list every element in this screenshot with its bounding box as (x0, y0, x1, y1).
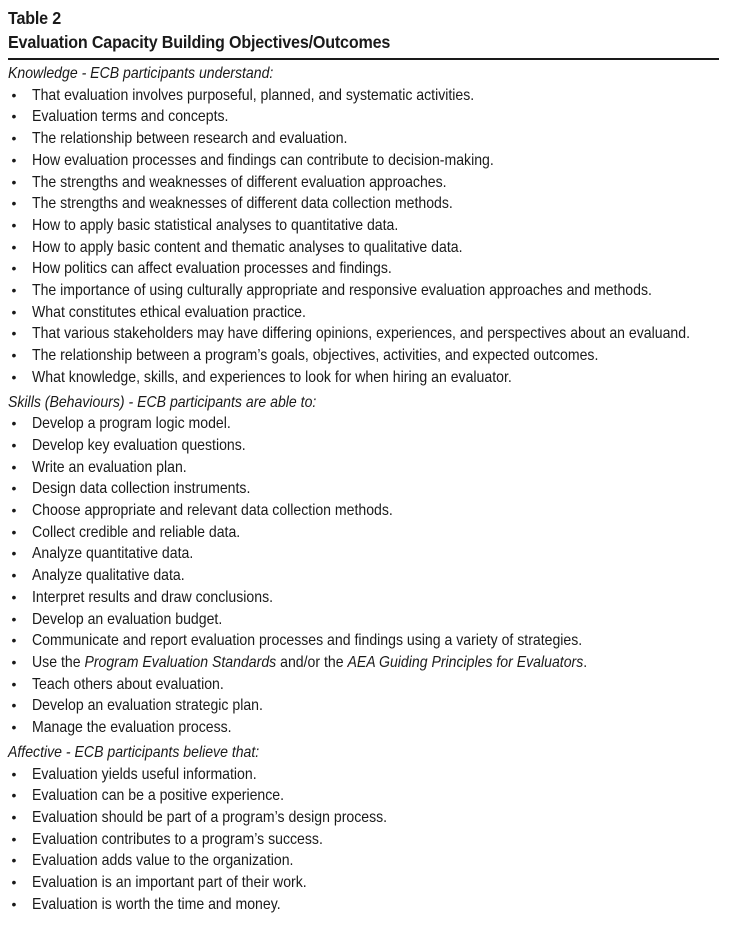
list-item-text: Evaluation adds value to the organization. (32, 852, 294, 870)
section-affective (8, 742, 719, 916)
bullet-list (8, 85, 719, 389)
standards-prefix: Use the (32, 653, 85, 671)
list-item (8, 457, 719, 479)
bullet-icon: • (11, 830, 17, 847)
list-item (8, 850, 719, 872)
aea-guiding-principles-title: AEA Guiding Principles for Evaluators (347, 653, 584, 671)
list-item-text: How to apply basic statistical analyses to quantitative data. (32, 216, 399, 234)
bullet-list (8, 764, 719, 916)
bullet-icon: • (11, 173, 17, 190)
list-item (8, 807, 719, 829)
list-item-text: Communicate and report evaluation processes and findings using a variety of strategies. (32, 632, 583, 650)
bullet-icon: • (11, 719, 17, 736)
bullet-icon: • (11, 502, 17, 519)
bullet-icon: • (11, 697, 17, 714)
list-item-text: Evaluation yields useful information. (32, 765, 257, 783)
list-item-text: What constitutes ethical evaluation practice. (32, 303, 306, 321)
list-item-text: The relationship between research and evaluation. (32, 130, 348, 148)
list-item (8, 478, 719, 500)
bullet-icon: • (11, 195, 17, 212)
bullet-icon: • (11, 282, 17, 299)
section-heading: Knowledge - ECB participants understand: (8, 65, 274, 82)
standards-middle: and/or the (276, 653, 348, 671)
list-item-text: The strengths and weaknesses of different evaluation approaches. (32, 173, 447, 191)
bullet-icon: • (11, 545, 17, 562)
list-item-text: Collect credible and reliable data. (32, 523, 241, 541)
section-heading: Skills (Behaviours) - ECB participants are able to: (8, 393, 317, 411)
bullet-icon: • (11, 895, 17, 912)
list-item-text: Teach others about evaluation. (32, 675, 224, 693)
list-item-text: How evaluation processes and findings can contribute to decision-making. (32, 151, 494, 169)
list-item (8, 717, 719, 739)
list-item (8, 150, 719, 172)
bullet-icon: • (11, 632, 17, 649)
bullet-icon: • (11, 458, 17, 475)
list-item (8, 587, 719, 609)
list-item-text-standards (32, 652, 587, 674)
list-item (8, 128, 719, 150)
list-item (8, 85, 719, 107)
bullet-icon: • (11, 765, 17, 782)
bullet-icon: • (11, 86, 17, 103)
list-item (8, 413, 719, 435)
table-title: Evaluation Capacity Building Objectives/Outcomes (8, 32, 391, 52)
list-item-text: The strengths and weaknesses of different data collection methods. (32, 195, 453, 213)
bullet-icon: • (11, 238, 17, 255)
list-item (8, 785, 719, 807)
list-item-text: Design data collection instruments. (32, 480, 251, 498)
table-label: Table 2 (8, 8, 62, 28)
list-item-text: Choose appropriate and relevant data collection methods. (32, 502, 393, 520)
bullet-icon: • (11, 303, 17, 320)
bullet-list (8, 413, 719, 739)
list-item (8, 345, 719, 367)
list-item-text: Evaluation is worth the time and money. (32, 895, 281, 913)
bullet-icon: • (11, 653, 17, 670)
bullet-icon: • (11, 610, 17, 627)
list-item (8, 106, 719, 128)
list-item (8, 872, 719, 894)
bullet-icon: • (11, 325, 17, 342)
list-item-text: Evaluation contributes to a program’s success. (32, 830, 323, 848)
list-item-text: Develop an evaluation budget. (32, 610, 223, 628)
list-item (8, 237, 719, 259)
list-item-text: Analyze quantitative data. (32, 545, 194, 563)
list-item (8, 543, 719, 565)
list-item-text: Develop a program logic model. (32, 415, 231, 433)
bullet-icon: • (11, 852, 17, 869)
bullet-icon: • (11, 675, 17, 692)
bullet-icon: • (11, 415, 17, 432)
bullet-icon: • (11, 567, 17, 584)
list-item (8, 609, 719, 631)
list-item (8, 674, 719, 696)
list-item-text: The relationship between a program’s goals, objectives, activities, and expected outcomes. (32, 347, 599, 365)
list-item (8, 172, 719, 194)
bullet-icon: • (11, 480, 17, 497)
bullet-icon: • (11, 216, 17, 233)
bullet-icon: • (11, 787, 17, 804)
list-item-text: Develop an evaluation strategic plan. (32, 697, 263, 715)
list-item-text: The importance of using culturally appropriate and responsive evaluation approaches and methods. (32, 282, 652, 300)
list-item-text: Evaluation is an important part of their work. (32, 874, 307, 892)
standards-suffix: . (583, 653, 588, 671)
bullet-icon: • (11, 588, 17, 605)
list-item (8, 630, 719, 652)
bullet-icon: • (11, 151, 17, 168)
section-skills (8, 392, 719, 739)
bullet-icon: • (11, 523, 17, 540)
list-item-text: Evaluation terms and concepts. (32, 108, 229, 126)
list-item (8, 894, 719, 916)
program-evaluation-standards-title: Program Evaluation Standards (84, 653, 277, 671)
list-item (8, 652, 719, 674)
section-knowledge (8, 63, 719, 389)
list-item (8, 302, 719, 324)
section-heading: Affective - ECB participants believe that: (8, 743, 260, 761)
list-item (8, 215, 719, 237)
list-item-text: That evaluation involves purposeful, planned, and systematic activities. (32, 86, 475, 104)
list-item (8, 258, 719, 280)
list-item-text: Write an evaluation plan. (32, 458, 187, 476)
list-item-text: Evaluation should be part of a program’s design process. (32, 808, 388, 826)
list-item (8, 323, 719, 345)
bullet-icon: • (11, 108, 17, 125)
list-item-text: Evaluation can be a positive experience. (32, 787, 285, 805)
bullet-icon: • (11, 874, 17, 891)
list-item (8, 764, 719, 786)
list-item (8, 500, 719, 522)
list-item (8, 565, 719, 587)
list-item (8, 435, 719, 457)
list-item (8, 695, 719, 717)
title-divider (8, 58, 719, 60)
list-item-text: Develop key evaluation questions. (32, 436, 246, 454)
list-item-text: What knowledge, skills, and experiences to look for when hiring an evaluator. (32, 368, 512, 386)
list-item-text: How to apply basic content and thematic analyses to qualitative data. (32, 238, 463, 256)
list-item (8, 829, 719, 851)
list-item (8, 367, 719, 389)
list-item (8, 280, 719, 302)
bullet-icon: • (11, 368, 17, 385)
list-item-text: Manage the evaluation process. (32, 719, 232, 737)
bullet-icon: • (11, 260, 17, 277)
list-item (8, 193, 719, 215)
list-item-text: That various stakeholders may have differing opinions, experiences, and perspectives about an evaluand. (32, 325, 690, 343)
bullet-icon: • (11, 130, 17, 147)
bullet-icon: • (11, 436, 17, 453)
bullet-icon: • (11, 808, 17, 825)
list-item-text: How politics can affect evaluation processes and findings. (32, 260, 392, 278)
list-item-text: Analyze qualitative data. (32, 567, 185, 585)
list-item-text: Interpret results and draw conclusions. (32, 588, 274, 606)
list-item (8, 522, 719, 544)
bullet-icon: • (11, 347, 17, 364)
